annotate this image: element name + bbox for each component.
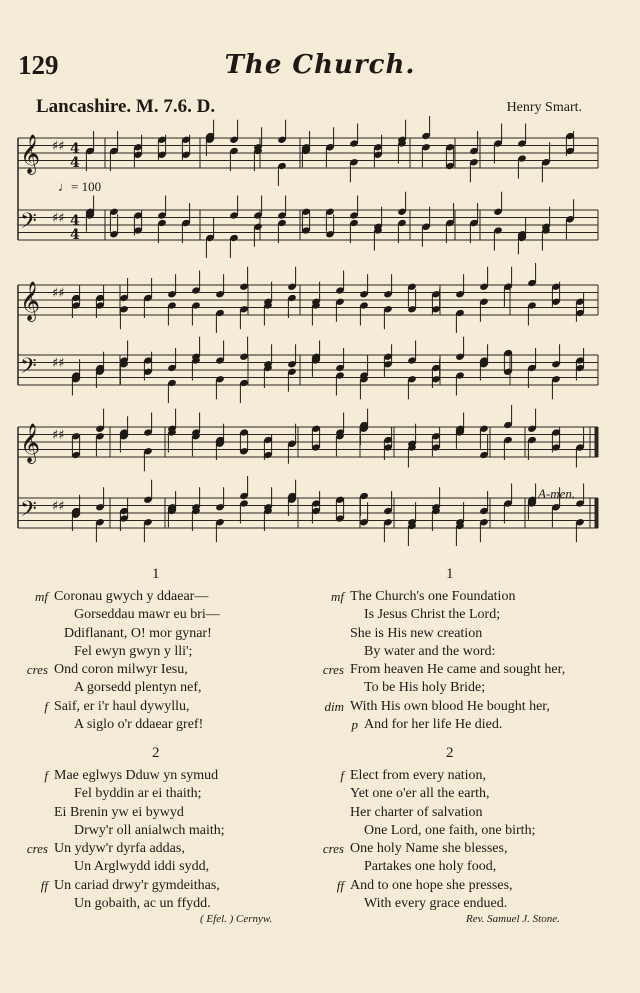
time-signature: 4 [70, 213, 80, 229]
bass-clef-icon: 𝄢 [20, 497, 37, 527]
key-signature-icon: ♯♯ [52, 428, 65, 443]
lyric-line: Un Arglwydd iddi sydd, [74, 859, 210, 875]
lyric-line: She is His new creation [350, 625, 483, 641]
page-number: 129 [18, 50, 59, 80]
lyric-line: Drwy'r oll anialwch maith; [74, 822, 225, 838]
english-stanza-2 [322, 767, 536, 913]
lyric-line: Ddiflanant, O! mor gynar! [64, 625, 212, 641]
composer: Henry Smart. [506, 100, 582, 115]
lyric-line: cres From heaven He came and sought her, [322, 662, 566, 678]
time-signature: 4 [70, 227, 80, 243]
lyric-line: Fel byddin ar ei thaith; [74, 786, 202, 802]
welsh-credit: ( Efel. ) Cernyw. [200, 913, 273, 925]
verse-number: 2 [152, 745, 160, 761]
treble-clef-icon: 𝄞 [20, 423, 41, 463]
tune-name: Lancashire. M. 7.6. D. [36, 96, 216, 117]
lyric-line: A siglo o'r ddaear gref! [74, 717, 204, 733]
english-stanza-1 [322, 588, 566, 734]
lyric-line: With every grace endued. [364, 896, 508, 912]
lyric-line: p And for her life He died. [351, 717, 503, 733]
lyric-line: To be His holy Bride; [364, 680, 486, 696]
english-credit: Rev. Samuel J. Stone. [466, 913, 560, 925]
lyric-line: Her charter of salvation [350, 804, 483, 820]
lyric-line: By water and the word: [364, 643, 496, 659]
lyric-line: A gorsedd plentyn nef, [74, 680, 202, 696]
welsh-stanza-2 [26, 767, 225, 913]
lyric-line: f Mae eglwys Dduw yn symud [44, 768, 219, 783]
lyric-line: ff And to one hope she presses, [336, 877, 513, 893]
bass-clef-icon: 𝄢 [20, 354, 37, 384]
lyric-line: Is Jesus Christ the Lord; [364, 607, 501, 623]
key-signature-icon: ♯♯ [52, 139, 65, 154]
page-title: The Church. [224, 50, 416, 80]
key-signature-icon: ♯♯ [52, 356, 65, 371]
verse-number: 1 [446, 566, 454, 582]
lyric-line: Fel ewyn gwyn y lli'; [74, 643, 193, 659]
lyric-line: cres Ond coron milwyr Iesu, [26, 662, 188, 678]
key-signature-icon: ♯♯ [52, 499, 65, 514]
lyric-line: cres One holy Name she blesses, [322, 841, 508, 857]
lyric-line: cres Un ydyw'r dyrfa addas, [26, 841, 185, 857]
welsh-stanza-1 [26, 588, 220, 734]
amen-label: A-men. [538, 486, 576, 501]
lyric-line: Gorseddau mawr eu bri— [74, 607, 220, 623]
treble-clef-icon: 𝄞 [20, 134, 41, 174]
lyric-line: Partakes one holy food, [364, 859, 497, 875]
lyric-line: mf The Church's one Foundation [331, 589, 516, 604]
key-signature-icon: ♯♯ [52, 211, 65, 226]
lyric-line: One Lord, one faith, one birth; [364, 822, 536, 838]
lyric-line: ff Un cariad drwy'r gymdeithas, [40, 877, 220, 893]
lyric-line: dim With His own blood He bought her, [324, 698, 550, 714]
lyric-line: mf Coronau gwych y ddaear— [35, 589, 209, 604]
time-signature: 4 [70, 141, 80, 157]
bass-clef-icon: 𝄢 [20, 209, 37, 239]
verse-number: 1 [152, 566, 160, 582]
lyric-line: Yet one o'er all the earth, [350, 786, 490, 802]
lyric-line: f Saif, er i'r haul dywyllu, [44, 698, 190, 714]
lyric-line: Un gobaith, ac un ffydd. [74, 896, 211, 912]
time-signature: 4 [70, 155, 80, 171]
verse-number: 2 [446, 745, 454, 761]
tempo-marking: ♩= 100 [58, 179, 102, 194]
lyric-line: f Elect from every nation, [340, 768, 487, 783]
lyric-line: Ei Brenin yw ei bywyd [54, 804, 184, 820]
key-signature-icon: ♯♯ [52, 286, 65, 301]
treble-clef-icon: 𝄞 [20, 281, 41, 321]
